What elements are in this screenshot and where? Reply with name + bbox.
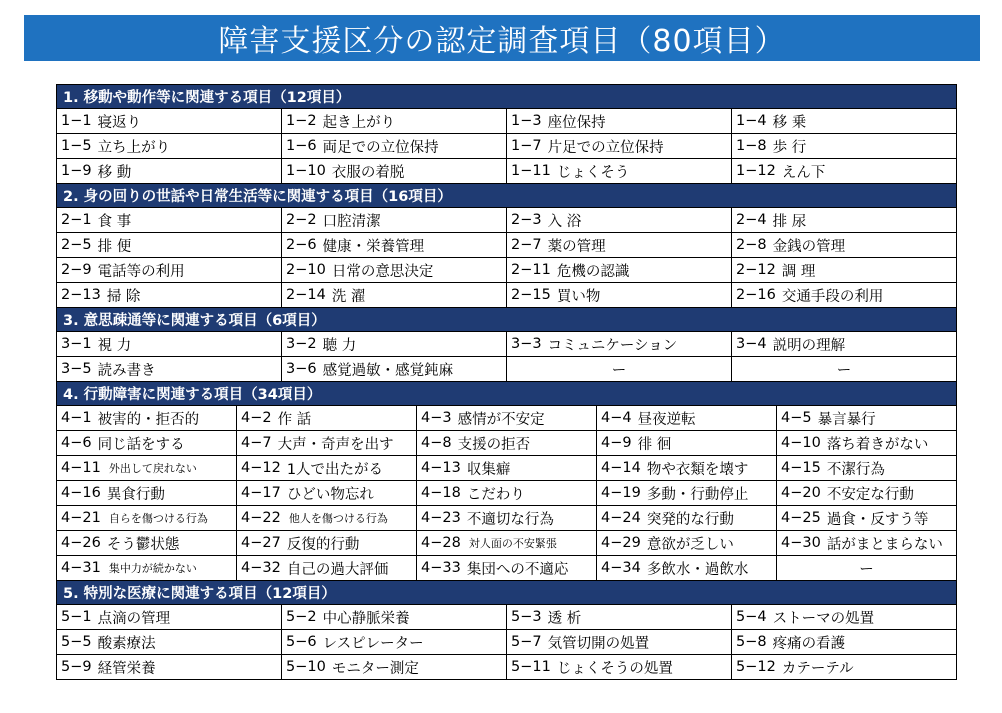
section-header: 5. 特別な医療に関連する項目（12項目） [57, 581, 957, 605]
item-label: そう鬱状態 [106, 536, 180, 553]
item-label: 薬の管理 [547, 238, 606, 255]
item-label: こだわり [466, 486, 525, 503]
item-cell [57, 233, 282, 258]
item-label: モニター測定 [331, 660, 419, 677]
item-number: 2−9 [61, 262, 92, 278]
item-cell [282, 134, 507, 159]
item-number: 4−26 [61, 535, 101, 551]
item-label: 同じ話をする [97, 436, 185, 453]
item-number: 2−12 [736, 262, 776, 278]
table-row [57, 630, 957, 655]
item-label: 集団への不適応 [466, 561, 569, 578]
item-label: 説明の理解 [772, 337, 846, 354]
empty-cell: ー [507, 357, 732, 382]
item-cell [507, 655, 732, 680]
item-cell [282, 630, 507, 655]
item-number: 4−19 [601, 485, 641, 501]
item-number: 2−11 [511, 262, 551, 278]
item-number: 4−6 [61, 435, 92, 451]
item-number: 5−5 [61, 634, 92, 650]
item-cell [597, 556, 777, 581]
item-number: 4−32 [241, 560, 281, 576]
item-label: 食 事 [97, 213, 132, 230]
item-cell [57, 258, 282, 283]
item-cell [237, 406, 417, 431]
item-number: 4−34 [601, 560, 641, 576]
item-number: 1−6 [286, 138, 317, 154]
item-cell [732, 283, 957, 308]
item-number: 5−12 [736, 659, 776, 675]
item-label: 中心静脈栄養 [322, 610, 410, 627]
item-label: ストーマの処置 [772, 610, 875, 627]
item-cell [57, 134, 282, 159]
item-cell [777, 456, 957, 481]
item-cell [732, 630, 957, 655]
item-number: 4−33 [421, 560, 461, 576]
item-cell [777, 506, 957, 531]
item-label: 起き上がり [322, 114, 396, 131]
table-row [57, 283, 957, 308]
item-number: 3−4 [736, 336, 767, 352]
item-label: 入 浴 [547, 213, 582, 230]
item-number: 4−21 [61, 510, 101, 526]
item-number: 1−9 [61, 163, 92, 179]
item-label: 健康・栄養管理 [322, 238, 425, 255]
item-number: 4−30 [781, 535, 821, 551]
item-cell [732, 605, 957, 630]
item-number: 4−11 [61, 460, 101, 476]
item-label: 酸素療法 [97, 635, 156, 652]
item-label: 収集癖 [466, 461, 511, 478]
item-cell [732, 258, 957, 283]
item-label: 他人を傷つける行為 [288, 512, 388, 525]
item-cell [57, 159, 282, 184]
item-number: 5−6 [286, 634, 317, 650]
item-label: 買い物 [556, 288, 601, 305]
item-label: 不潔行為 [826, 461, 885, 478]
item-label: 寝返り [97, 114, 142, 131]
item-cell [417, 531, 597, 556]
item-label: 集中力が続かない [108, 562, 197, 575]
section-header: 2. 身の回りの世話や日常生活等に関連する項目（16項目） [57, 184, 957, 208]
item-label: 物や衣類を壊す [646, 461, 749, 478]
item-number: 4−8 [421, 435, 452, 451]
item-number: 4−3 [421, 410, 452, 426]
table-row [57, 332, 957, 357]
item-cell [732, 332, 957, 357]
item-number: 4−23 [421, 510, 461, 526]
table-row [57, 406, 957, 431]
item-number: 4−10 [781, 435, 821, 451]
item-label: 異食行動 [106, 486, 165, 503]
item-cell [237, 431, 417, 456]
item-number: 4−15 [781, 460, 821, 476]
item-number: 4−12 [241, 460, 281, 476]
item-number: 2−8 [736, 237, 767, 253]
item-label: 感情が不安定 [457, 411, 545, 428]
item-number: 2−16 [736, 287, 776, 303]
empty-cell: ー [732, 357, 957, 382]
item-number: 4−17 [241, 485, 281, 501]
item-cell [57, 456, 237, 481]
item-label: 透 析 [547, 610, 582, 627]
section-header: 1. 移動や動作等に関連する項目（12項目） [57, 85, 957, 109]
item-label: 昼夜逆転 [637, 411, 696, 428]
table-row [57, 431, 957, 456]
section-header: 3. 意思疎通等に関連する項目（6項目） [57, 308, 957, 332]
item-number: 3−6 [286, 361, 317, 377]
item-number: 5−11 [511, 659, 551, 675]
table-row [57, 556, 957, 581]
item-label: 気管切開の処置 [547, 635, 650, 652]
item-cell [507, 109, 732, 134]
item-cell [507, 258, 732, 283]
item-number: 4−14 [601, 460, 641, 476]
item-label: 落ち着きがない [826, 436, 929, 453]
item-label: 洗 濯 [331, 288, 366, 305]
item-number: 4−16 [61, 485, 101, 501]
item-label: 自らを傷つける行為 [108, 512, 208, 525]
item-cell [282, 159, 507, 184]
item-label: 感覚過敏・感覚鈍麻 [322, 362, 454, 379]
item-cell [57, 283, 282, 308]
item-label: 話がまとまらない [826, 536, 943, 553]
item-number: 4−18 [421, 485, 461, 501]
table-row [57, 159, 957, 184]
item-cell [732, 233, 957, 258]
table-row [57, 531, 957, 556]
item-number: 4−28 [421, 535, 461, 551]
item-number: 4−9 [601, 435, 632, 451]
section-header: 4. 行動障害に関連する項目（34項目） [57, 382, 957, 406]
item-label: 不適切な行為 [466, 511, 554, 528]
item-cell [57, 605, 282, 630]
item-label: 金銭の管理 [772, 238, 846, 255]
item-label: 口腔清潔 [322, 213, 381, 230]
item-number: 4−31 [61, 560, 101, 576]
item-number: 1−10 [286, 163, 326, 179]
table-row [57, 134, 957, 159]
table-row [57, 456, 957, 481]
item-number: 4−5 [781, 410, 812, 426]
item-label: 不安定な行動 [826, 486, 914, 503]
item-cell [597, 506, 777, 531]
item-label: 被害的・拒否的 [97, 411, 200, 428]
item-cell [57, 655, 282, 680]
item-label: 外出して戻れない [108, 462, 197, 475]
item-label: レスピレーター [322, 635, 424, 652]
item-number: 4−20 [781, 485, 821, 501]
item-number: 2−4 [736, 212, 767, 228]
item-label: コミュニケーション [547, 337, 678, 354]
item-cell [597, 431, 777, 456]
item-label: 日常の意思決定 [331, 263, 434, 280]
item-number: 1−12 [736, 163, 776, 179]
item-label: 読み書き [97, 362, 156, 379]
item-cell [777, 431, 957, 456]
item-cell [597, 481, 777, 506]
item-label: 掃 除 [106, 288, 141, 305]
item-cell [57, 357, 282, 382]
item-cell [57, 332, 282, 357]
item-number: 5−9 [61, 659, 92, 675]
item-number: 2−13 [61, 287, 101, 303]
item-number: 1−4 [736, 113, 767, 129]
table-row [57, 233, 957, 258]
item-label: 経管栄養 [97, 660, 156, 677]
item-cell [597, 406, 777, 431]
item-label: 交通手段の利用 [781, 288, 884, 305]
item-cell [777, 531, 957, 556]
item-cell [237, 456, 417, 481]
item-cell [732, 655, 957, 680]
item-number: 5−1 [61, 609, 92, 625]
item-number: 1−8 [736, 138, 767, 154]
item-label: 点滴の管理 [97, 610, 171, 627]
item-label: 移 乗 [772, 114, 807, 131]
item-cell [417, 506, 597, 531]
item-number: 2−15 [511, 287, 551, 303]
item-label: 片足での立位保持 [547, 139, 664, 156]
table-row [57, 258, 957, 283]
item-number: 5−3 [511, 609, 542, 625]
item-number: 5−7 [511, 634, 542, 650]
item-label: 支援の拒否 [457, 436, 531, 453]
item-cell [282, 283, 507, 308]
item-cell [57, 481, 237, 506]
item-label: カテーテル [781, 660, 854, 677]
item-label: 多飲水・過飲水 [646, 561, 749, 578]
item-cell [57, 630, 282, 655]
item-cell [282, 208, 507, 233]
item-cell [237, 506, 417, 531]
item-label: えん下 [781, 164, 826, 181]
item-cell [282, 233, 507, 258]
item-label: 座位保持 [547, 114, 606, 131]
item-cell [597, 456, 777, 481]
item-cell [282, 332, 507, 357]
item-cell [417, 556, 597, 581]
item-cell [237, 531, 417, 556]
table-row [57, 655, 957, 680]
item-number: 2−1 [61, 212, 92, 228]
item-number: 5−8 [736, 634, 767, 650]
item-label: 1人で出たがる [286, 461, 384, 478]
item-number: 4−7 [241, 435, 272, 451]
item-cell [417, 481, 597, 506]
item-number: 1−11 [511, 163, 551, 179]
item-cell [417, 431, 597, 456]
item-number: 4−24 [601, 510, 641, 526]
item-label: 電話等の利用 [97, 263, 185, 280]
item-label: 大声・奇声を出す [277, 436, 394, 453]
item-number: 1−2 [286, 113, 317, 129]
item-label: 両足での立位保持 [322, 139, 439, 156]
item-number: 2−5 [61, 237, 92, 253]
item-number: 4−22 [241, 510, 281, 526]
item-cell [732, 159, 957, 184]
table-row [57, 506, 957, 531]
item-number: 5−4 [736, 609, 767, 625]
item-number: 4−4 [601, 410, 632, 426]
table-row [57, 481, 957, 506]
item-label: 意欲が乏しい [646, 536, 734, 553]
item-cell [507, 630, 732, 655]
item-number: 3−1 [61, 336, 92, 352]
table-row [57, 208, 957, 233]
item-cell [507, 134, 732, 159]
item-number: 3−2 [286, 336, 317, 352]
table-row [57, 605, 957, 630]
item-label: 暴言暴行 [817, 411, 876, 428]
item-cell [282, 655, 507, 680]
item-cell [597, 531, 777, 556]
item-cell [237, 481, 417, 506]
item-label: 多動・行動停止 [646, 486, 749, 503]
item-label: じょくそうの処置 [556, 660, 673, 677]
item-number: 3−5 [61, 361, 92, 377]
table-row [57, 109, 957, 134]
item-label: 歩 行 [772, 139, 807, 156]
item-cell [417, 456, 597, 481]
item-label: 排 便 [97, 238, 132, 255]
item-number: 1−7 [511, 138, 542, 154]
item-label: 徘 徊 [637, 436, 672, 453]
item-cell [507, 159, 732, 184]
item-cell [507, 283, 732, 308]
item-label: 視 力 [97, 337, 132, 354]
item-number: 4−27 [241, 535, 281, 551]
item-number: 4−13 [421, 460, 461, 476]
item-cell [507, 233, 732, 258]
item-number: 3−3 [511, 336, 542, 352]
item-label: 自己の過大評価 [286, 561, 389, 578]
item-number: 5−2 [286, 609, 317, 625]
item-number: 2−3 [511, 212, 542, 228]
item-cell [57, 531, 237, 556]
item-label: 対人面の不安緊張 [468, 537, 557, 550]
item-cell [57, 506, 237, 531]
page-title: 障害支援区分の認定調査項目（80項目） [24, 15, 980, 61]
item-cell [57, 556, 237, 581]
item-cell [237, 556, 417, 581]
item-cell [732, 134, 957, 159]
item-number: 2−6 [286, 237, 317, 253]
item-number: 1−3 [511, 113, 542, 129]
item-cell [282, 605, 507, 630]
item-label: 過食・反すう等 [826, 511, 929, 528]
item-cell [777, 406, 957, 431]
item-number: 4−1 [61, 410, 92, 426]
item-cell [57, 431, 237, 456]
item-label: 反復的行動 [286, 536, 360, 553]
item-cell [57, 208, 282, 233]
item-number: 1−1 [61, 113, 92, 129]
item-label: 調 理 [781, 263, 816, 280]
item-number: 2−2 [286, 212, 317, 228]
item-number: 4−29 [601, 535, 641, 551]
item-number: 4−2 [241, 410, 272, 426]
item-number: 4−25 [781, 510, 821, 526]
item-cell [732, 208, 957, 233]
item-label: ひどい物忘れ [286, 486, 374, 503]
item-cell [417, 406, 597, 431]
table-row [57, 357, 957, 382]
item-cell [507, 605, 732, 630]
item-number: 2−10 [286, 262, 326, 278]
item-label: 排 尿 [772, 213, 807, 230]
item-label: 移 動 [97, 164, 132, 181]
item-label: 突発的な行動 [646, 511, 734, 528]
item-label: じょくそう [556, 164, 630, 181]
item-number: 5−10 [286, 659, 326, 675]
item-cell [282, 357, 507, 382]
item-cell [507, 208, 732, 233]
item-label: 衣服の着脱 [331, 164, 405, 181]
item-label: 聴 力 [322, 337, 357, 354]
empty-cell: ー [777, 556, 957, 581]
item-cell [732, 109, 957, 134]
item-cell [57, 109, 282, 134]
item-cell [282, 109, 507, 134]
assessment-items-table [56, 84, 957, 680]
item-cell [507, 332, 732, 357]
item-number: 1−5 [61, 138, 92, 154]
item-cell [282, 258, 507, 283]
item-cell [57, 406, 237, 431]
item-label: 疼痛の看護 [772, 635, 846, 652]
item-label: 作 話 [277, 411, 312, 428]
item-cell [777, 481, 957, 506]
item-number: 2−14 [286, 287, 326, 303]
item-label: 立ち上がり [97, 139, 171, 156]
item-number: 2−7 [511, 237, 542, 253]
item-label: 危機の認識 [556, 263, 630, 280]
